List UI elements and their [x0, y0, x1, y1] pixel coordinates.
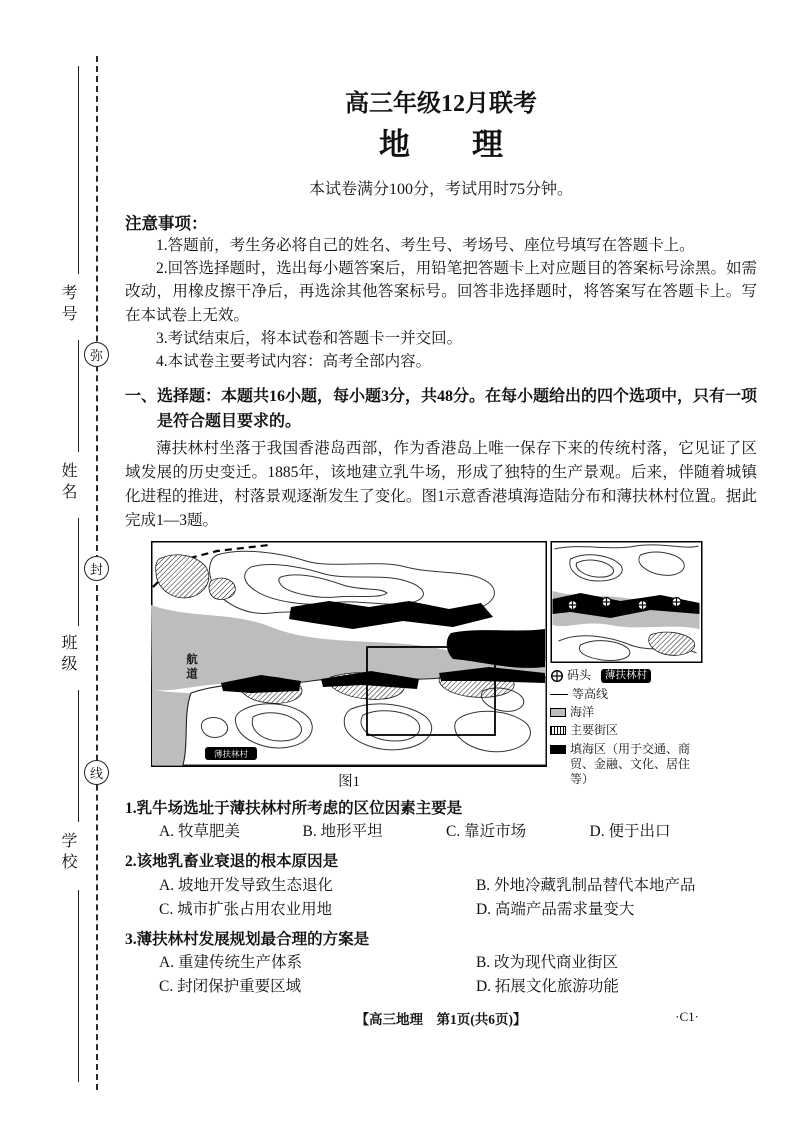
- reclaimed-swatch-icon: [550, 745, 566, 754]
- question-3: [125, 928, 757, 999]
- village-label-icon: 薄扶林村: [601, 669, 651, 683]
- notice-heading: 注意事项：: [125, 213, 208, 233]
- seal-char-mi: 弥: [84, 342, 109, 367]
- footer-code: ·C1·: [675, 1009, 699, 1024]
- seal-label-exam-no: 考号: [59, 284, 76, 326]
- legend-row-ocean: [550, 705, 703, 720]
- exam-info: 本试卷满分100分，考试用时75分钟。: [308, 180, 573, 198]
- figure-1: [151, 541, 703, 791]
- seal-blank-line: [78, 66, 79, 274]
- seal-blank-line: [78, 890, 79, 1082]
- legend-label-contour: 等高线: [572, 686, 609, 701]
- legend-label-wharf: 码头: [567, 668, 592, 683]
- figure-caption: 图1: [338, 774, 360, 791]
- map-legend: [550, 668, 703, 788]
- seal-label-name: 姓名: [59, 462, 76, 504]
- village-marker: [205, 747, 257, 760]
- question-2: [125, 850, 757, 921]
- exam-title: 高三年级12月联考: [345, 91, 537, 117]
- seal-char-feng: 封: [84, 556, 109, 581]
- harbor-inset-map: [550, 541, 703, 663]
- option-b: B. 外地冷藏乳制品替代本地产品: [475, 876, 696, 894]
- notice-item: 1.答题前，考生务必将自己的姓名、考生号、考场号、座位号填写在答题卡上。: [156, 236, 695, 254]
- legend-label-streets: 主要街区: [570, 723, 619, 738]
- notice-item: 4.本试卷主要考试内容：高考全部内容。: [156, 353, 432, 371]
- legend-label-ocean: 海洋: [570, 704, 595, 719]
- question-1: [125, 797, 757, 844]
- question-2-options: [125, 874, 757, 922]
- hong-kong-map: [151, 541, 547, 767]
- footer-page-info: 【高三地理 第1页(共6页)】: [355, 1012, 527, 1027]
- seal-label-school: 学校: [59, 832, 76, 874]
- option-d: D. 拓展文化旅游功能: [475, 977, 619, 995]
- page-footer: [125, 1008, 757, 1028]
- legend-row-wharf: [550, 668, 703, 683]
- option-a: A. 重建传统生产体系: [159, 953, 302, 971]
- main-map-panel: [151, 541, 547, 791]
- option-c: C. 靠近市场: [446, 823, 527, 841]
- section-heading: 一、选择题：本题共16小题，每小题3分，共48分。在每小题给出的四个选项中，只有一项是符合题目要求的。: [125, 388, 758, 431]
- question-2-stem: 2.该地乳畜业衰退的根本原因是: [125, 853, 339, 871]
- question-1-options: [125, 820, 757, 844]
- contour-line-icon: [550, 694, 568, 695]
- legend-row-contour: [550, 687, 703, 702]
- question-1-stem: 1.乳牛场选址于薄扶林村所考虑的区位因素主要是: [125, 800, 463, 818]
- inset-and-legend-panel: [550, 541, 703, 791]
- legend-row-reclaimed: [550, 742, 703, 788]
- notice-item: 3.考试结束后，将本试卷和答题卡一并交回。: [156, 329, 463, 347]
- channel-label: 航道: [185, 653, 197, 683]
- question-3-stem: 3.薄扶林村发展规划最合理的方案是: [125, 930, 370, 948]
- subject-title: 地 理: [379, 126, 503, 162]
- option-c: C. 城市扩张占用农业用地: [159, 900, 333, 918]
- seal-blank-line: [78, 690, 79, 822]
- passage-text: 薄扶林村坐落于我国香港岛西部，作为香港岛上唯一保存下来的传统村落，它见证了区域发展的历史变迁。1885年，该地建立乳牛场，形成了独特的生产景观。后来，伴随着城镇化进程的推进，村落景观逐渐发生了变化。图1示意香港填海造陆分布和薄扶林村位置。据此完成1—3题。: [125, 440, 757, 530]
- wharf-icon: [550, 669, 564, 683]
- seal-label-class: 班级: [59, 634, 76, 676]
- notice-item: 2.回答选择题时，选出每小题答案后，用铅笔把答题卡上对应题目的答案标号涂黑。如需改动，用橡皮擦干净后，再选涂其他答案标号。回答非选择题时，将答案写在答题卡上。写在本试卷上无效。: [125, 260, 757, 324]
- page-body: [125, 90, 757, 999]
- option-d: D. 便于出口: [589, 823, 671, 841]
- ocean-swatch-icon: [550, 708, 566, 717]
- option-d: D. 高端产品需求量变大: [475, 900, 635, 918]
- option-c: C. 封闭保护重要区域: [159, 977, 302, 995]
- seal-blank-line: [78, 340, 79, 452]
- option-a: A. 牧草肥美: [159, 823, 240, 841]
- legend-label-reclaimed: 填海区（用于交通、商贸、金融、文化、居住等）: [570, 741, 691, 787]
- option-b: B. 改为现代商业街区: [475, 953, 619, 971]
- village-marker-label: 薄扶林村: [213, 749, 249, 760]
- option-a: A. 坡地开发导致生态退化: [159, 876, 333, 894]
- seal-column: [0, 0, 124, 1122]
- question-3-options: [125, 951, 757, 999]
- legend-row-streets: [550, 723, 703, 738]
- seal-blank-line: [78, 518, 79, 626]
- seal-char-xian: 线: [84, 760, 109, 785]
- streets-swatch-icon: [550, 726, 566, 735]
- option-b: B. 地形平坦: [302, 823, 383, 841]
